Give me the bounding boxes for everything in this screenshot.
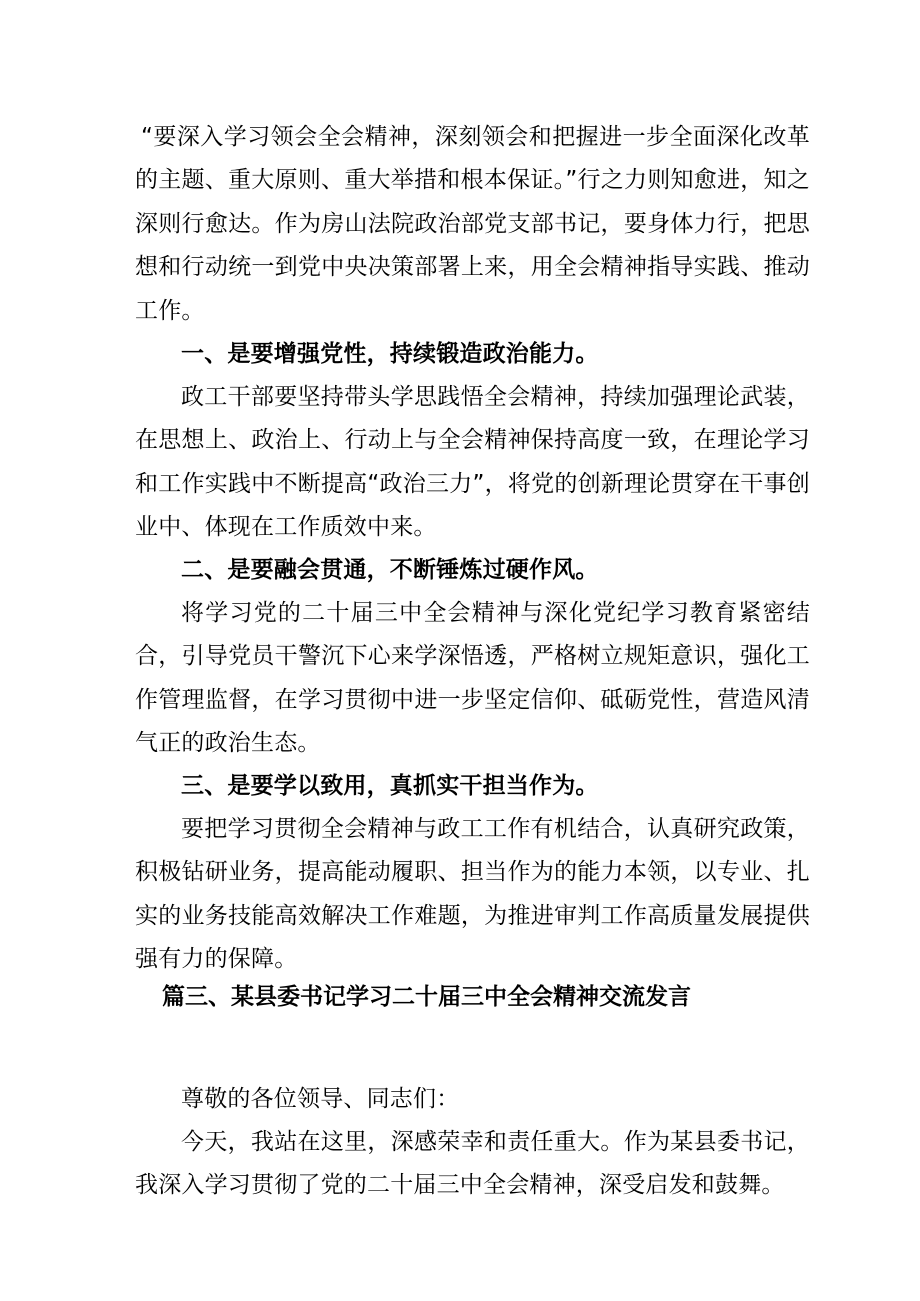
greeting: 尊敬的各位领导、同志们：: [181, 1086, 460, 1112]
point-2-heading: 二、是要融会贯通，不断锤炼过硬作风。: [181, 557, 599, 583]
point-2-body: 将学习党的二十届三中全会精神与深化党纪学习教育紧密结合，引导党员干警沉下心来学深悟透，严格树立规矩意识，强化工作管理监督，在学习贯彻中进一步坚定信仰、砥砺党性，营造风清气正的政治生态。: [135, 600, 810, 757]
intro-paragraph: “要深入学习领会全会精神，深刻领会和把握进一步全面深化改革的主题、重大原则、重大举措和根本保证。”行之力则知愈进，知之深则行愈达。作为房山法院政治部党支部书记，要身体力行，把思想和行动统一到党中央决策部署上来，用全会精神指导实践、推动工作。: [135, 124, 810, 324]
opening-paragraph: 今天，我站在这里，深感荣幸和责任重大。作为某县委书记，我深入学习贯彻了党的二十届三中全会精神，深受启发和鼓舞。: [135, 1129, 810, 1199]
point-3-body: 要把学习贯彻全会精神与政工工作有机结合，认真研究政策，积极钻研业务，提高能动履职、担当作为的能力本领，以专业、扎实的业务技能高效解决工作难题，为推进审判工作高质量发展提供强有力的保障。: [135, 816, 810, 973]
point-1-body: 政工干部要坚持带头学思践悟全会精神，持续加强理论武装，在思想上、政治上、行动上与全会精神保持高度一致，在理论学习和工作实践中不断提高“政治三力”，将党的创新理论贯穿在干事创业中、体现在工作质效中来。: [135, 384, 810, 541]
point-1-heading: 一、是要增强党性，持续锻造政治能力。: [181, 341, 599, 367]
point-3-heading: 三、是要学以致用，真抓实干担当作为。: [181, 773, 599, 799]
section-title: 篇三、某县委书记学习二十届三中全会精神交流发言: [162, 984, 691, 1010]
